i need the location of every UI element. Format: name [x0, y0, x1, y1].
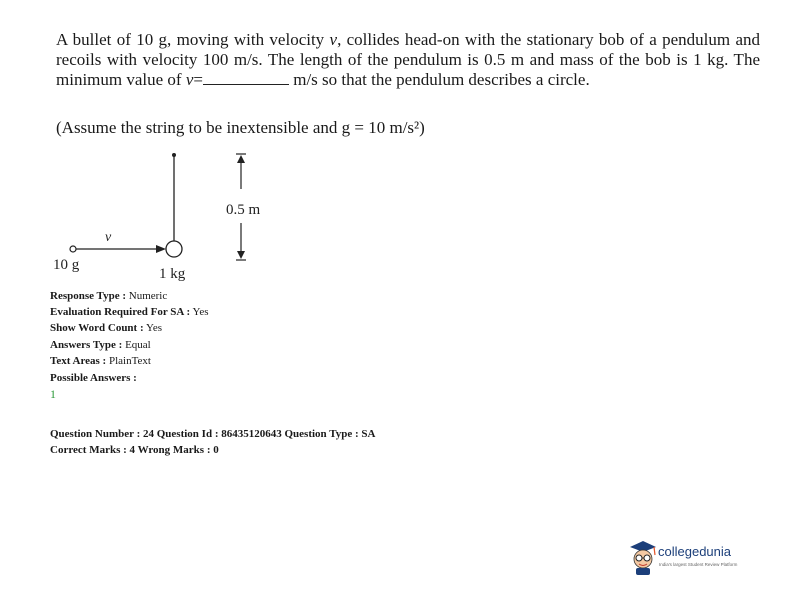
bob-mass-label: 1 kg: [159, 266, 186, 282]
show-word-count-row: Show Word Count : Yes: [50, 322, 162, 334]
answers-type-row: Answers Type : Equal: [50, 339, 151, 351]
question-text: [56, 30, 760, 90]
dimension-arrow-down: [237, 251, 245, 259]
text-areas-row: Text Areas : PlainText: [50, 355, 151, 367]
bullet-mass-label: 10 g: [53, 257, 80, 273]
answer-blank: [203, 71, 289, 85]
marks-line: Correct Marks : 4 Wrong Marks : 0: [50, 444, 219, 456]
velocity-symbol: v: [329, 30, 338, 49]
equals-sign: =: [193, 70, 203, 89]
pendulum-bob: [166, 241, 182, 257]
possible-answer-value: 1: [50, 387, 56, 401]
evaluation-required-row: Evaluation Required For SA : Yes: [50, 306, 209, 318]
question-number-line: Question Number : 24 Question Id : 86435120643 Question Type : SA: [50, 428, 376, 440]
length-label: 0.5 m: [226, 202, 261, 218]
collegedunia-logo: [628, 540, 758, 580]
bullet: [70, 246, 76, 252]
question-part: A bullet of 10 g, moving with velocity: [56, 30, 330, 49]
possible-answers-row: Possible Answers :: [50, 372, 137, 384]
velocity-symbol: v: [185, 70, 194, 89]
response-type-row: Response Type : Numeric: [50, 290, 168, 302]
pendulum-diagram: [40, 145, 300, 285]
assumption-text: (Assume the string to be inextensible and g = 10 m/s²): [56, 118, 425, 137]
logo-wordmark: collegedunia: [658, 544, 732, 559]
arrow-head: [156, 245, 166, 253]
logo-tagline: India's largest Student Review Platform: [659, 562, 738, 567]
mascot-icon: [628, 540, 658, 576]
question-part: , collides head-on with the stationary bob of a pendulum and recoils with velocity 100 m/s. The length of the pendulum is 0.5 m and mass of the bob is 1 kg. The minimum value of: [56, 30, 760, 89]
velocity-label: v: [105, 230, 112, 245]
question-part: m/s so that the pendulum describes a circle.: [288, 70, 590, 89]
